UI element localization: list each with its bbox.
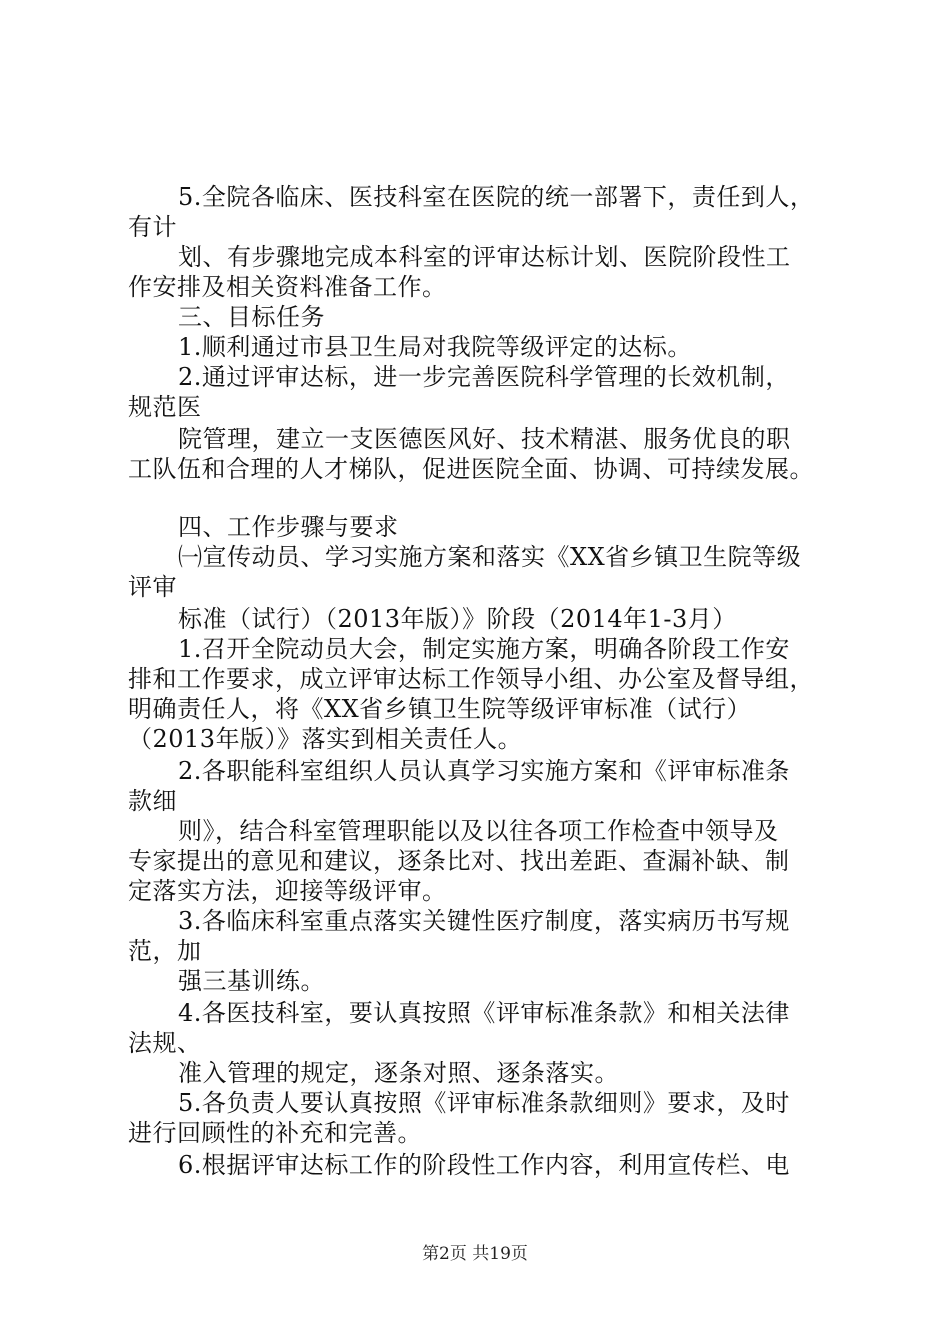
text-line: 6.根据评审达标工作的阶段性工作内容，利用宣传栏、电	[178, 1151, 790, 1179]
text-line: 定落实方法，迎接等级评审。	[128, 877, 447, 905]
text-line: 5.全院各临床、医技科室在医院的统一部署下，责任到人，	[178, 183, 815, 211]
text-line: 院管理，建立一支医德医风好、技术精湛、服务优良的职	[178, 425, 791, 453]
text-line: 有计	[128, 213, 177, 241]
text-line: （2013年版）》落实到相关责任人。	[128, 725, 523, 753]
text-line: 排和工作要求，成立评审达标工作领导小组、办公室及督导组，	[128, 665, 814, 693]
text-line: 2.通过评审达标，进一步完善医院科学管理的长效机制，	[178, 363, 790, 391]
text-line: 准入管理的规定，逐条对照、逐条落实。	[178, 1059, 619, 1087]
text-line: 1.召开全院动员大会，制定实施方案，明确各阶段工作安	[178, 635, 790, 663]
text-line: 3.各临床科室重点落实关键性医疗制度，落实病历书写规	[178, 907, 790, 935]
text-line: 工队伍和合理的人才梯队，促进医院全面、协调、可持续发展。	[128, 455, 814, 483]
text-line: 专家提出的意见和建议，逐条比对、找出差距、查漏补缺、制	[128, 847, 790, 875]
text-line: 1.顺利通过市县卫生局对我院等级评定的达标。	[178, 333, 692, 361]
text-line: 5.各负责人要认真按照《评审标准条款细则》要求，及时	[178, 1089, 790, 1117]
page-number-footer: 第2页 共19页	[422, 1244, 528, 1264]
text-line: 划、有步骤地完成本科室的评审达标计划、医院阶段性工	[178, 243, 791, 271]
text-line: 4.各医技科室，要认真按照《评审标准条款》和相关法律	[178, 999, 790, 1027]
section-heading: 四、工作步骤与要求	[178, 513, 399, 541]
text-line: 进行回顾性的补充和完善。	[128, 1119, 422, 1147]
text-line: 作安排及相关资料准备工作。	[128, 273, 447, 301]
text-line: 强三基训练。	[178, 967, 325, 995]
text-line: 范，加	[128, 937, 202, 965]
text-line: 款细	[128, 787, 177, 815]
text-line: 则》，结合科室管理职能以及以往各项工作检查中领导及	[178, 817, 779, 845]
text-line: ㈠宣传动员、学习实施方案和落实《XX省乡镇卫生院等级	[178, 543, 802, 571]
section-heading: 三、目标任务	[178, 303, 325, 331]
text-line: 标准（试行）（2013年版）》阶段（2014年1-3月）	[178, 605, 737, 633]
text-line: 规范医	[128, 393, 202, 421]
text-line: 明确责任人，将《XX省乡镇卫生院等级评审标准（试行）	[128, 695, 752, 723]
text-line: 法规、	[128, 1029, 202, 1057]
text-line: 2.各职能科室组织人员认真学习实施方案和《评审标准条	[178, 757, 790, 785]
text-line: 评审	[128, 573, 177, 601]
